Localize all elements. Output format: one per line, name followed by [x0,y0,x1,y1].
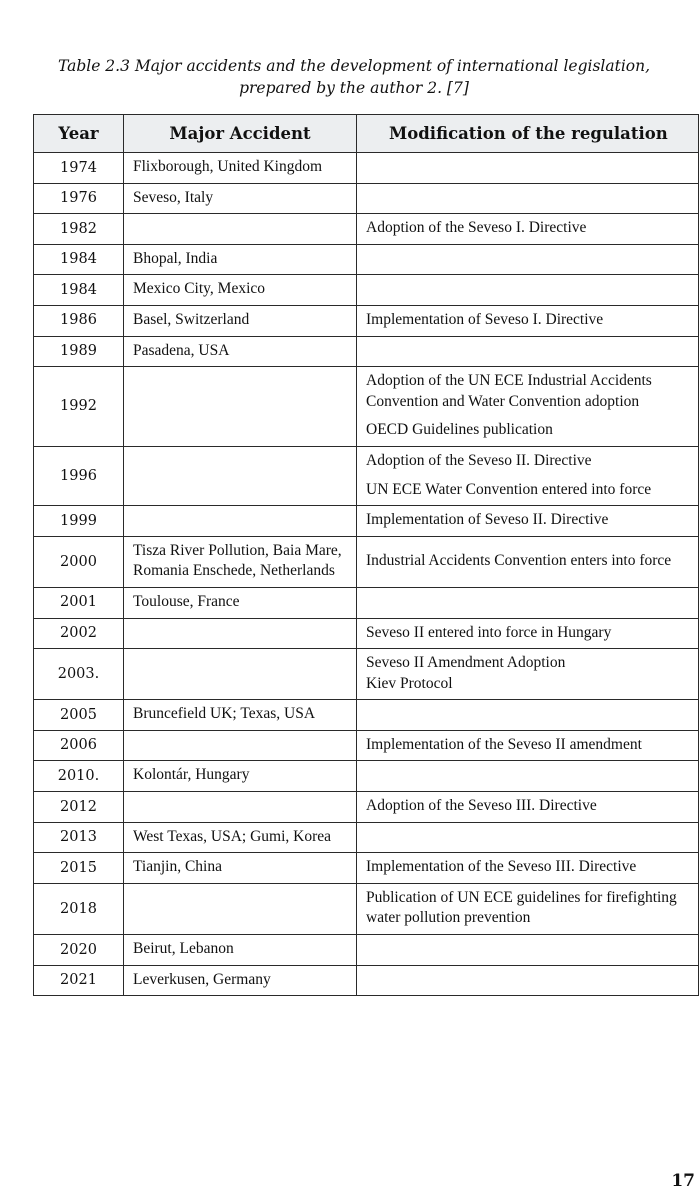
modification-cell [357,506,699,537]
modification-line: Seveso II Amendment Adoption [366,654,566,672]
table-row [34,649,699,700]
year-cell: 2002 [34,618,124,649]
accident-cell [124,730,357,761]
modification-cell [357,730,699,761]
table-row [34,336,699,367]
modification-cell [357,446,699,505]
accident-cell [124,214,357,245]
modification-line: UN ECE Water Convention entered into force [366,480,652,498]
table-body [34,153,699,996]
accident-cell: Tisza River Pollution, Baia Mare, Romania Enschede, Netherlands [124,536,357,587]
modification-cell [357,275,699,306]
year-cell: 1992 [34,367,124,447]
modification-cell [357,367,699,447]
accident-cell [124,367,357,447]
year-cell: 1974 [34,153,124,184]
accident-cell [124,649,357,700]
modification-cell [357,883,699,934]
table-row [34,935,699,966]
caption-line-1: Table 2.3 Major accidents and the development of international legislation, [57,57,651,75]
year-cell: 1984 [34,244,124,275]
modification-cell [357,618,699,649]
modification-cell [357,792,699,823]
year-cell: 2021 [34,965,124,996]
year-cell: 2005 [34,700,124,731]
accident-cell: Flixborough, United Kingdom [124,153,357,184]
modification-cell [357,305,699,336]
modification-cell [357,244,699,275]
accident-cell [124,618,357,649]
modification-line: Adoption of the UN ECE Industrial Accidents Convention and Water Convention adoption [366,372,652,410]
year-cell: 2018 [34,883,124,934]
year-cell: 1986 [34,305,124,336]
page-number: 17 [671,1171,695,1191]
modification-line: Industrial Accidents Convention enters into force [366,552,672,570]
modification-cell [357,700,699,731]
accident-cell [124,883,357,934]
modification-cell [357,336,699,367]
accident-cell: Mexico City, Mexico [124,275,357,306]
table-row [34,730,699,761]
modification-line: Adoption of the Seveso I. Directive [366,219,587,237]
year-cell: 1999 [34,506,124,537]
accident-cell: Beirut, Lebanon [124,935,357,966]
modification-line: Kiev Protocol [366,674,453,692]
modification-line: OECD Guidelines publication [366,421,553,439]
table-row [34,965,699,996]
modification-cell [357,649,699,700]
year-cell: 1996 [34,446,124,505]
table-row [34,244,699,275]
modification-cell [357,536,699,587]
year-cell: 1982 [34,214,124,245]
table-row [34,506,699,537]
table-row [34,214,699,245]
modification-line: Implementation of Seveso II. Directive [366,511,609,529]
table-row [34,853,699,884]
accident-cell: Bruncefield UK; Texas, USA [124,700,357,731]
year-cell: 2013 [34,822,124,853]
table-row [34,153,699,184]
modification-cell [357,153,699,184]
accident-cell: Bhopal, India [124,244,357,275]
table-row [34,367,699,447]
table-header-row [34,115,699,153]
table-row [34,587,699,618]
accident-cell: Pasadena, USA [124,336,357,367]
accident-cell [124,792,357,823]
modification-cell [357,183,699,214]
modification-cell [357,935,699,966]
table-caption [40,55,668,99]
accident-cell: Tianjin, China [124,853,357,884]
year-cell: 2001 [34,587,124,618]
table-row [34,822,699,853]
year-cell: 2020 [34,935,124,966]
header-major-accident: Major Accident [124,115,357,153]
accident-cell: West Texas, USA; Gumi, Korea [124,822,357,853]
table-row [34,883,699,934]
modification-line: Implementation of the Seveso III. Directive [366,858,637,876]
modification-line: Publication of UN ECE guidelines for firefighting water pollution prevention [366,888,677,927]
accidents-legislation-table [33,114,699,996]
modification-line: Adoption of the Seveso II. Directive [366,451,592,469]
header-year: Year [34,115,124,153]
year-cell: 2006 [34,730,124,761]
modification-line: Implementation of Seveso I. Directive [366,310,604,328]
year-cell: 2015 [34,853,124,884]
year-cell: 2000 [34,536,124,587]
modification-cell [357,214,699,245]
accident-cell [124,446,357,505]
year-cell: 1984 [34,275,124,306]
table-row [34,275,699,306]
accident-cell: Basel, Switzerland [124,305,357,336]
table-row [34,618,699,649]
table-row [34,761,699,792]
table-row [34,536,699,587]
year-cell: 2012 [34,792,124,823]
modification-line: Implementation of the Seveso II amendment [366,735,642,753]
header-modification: Modification of the regulation [357,115,699,153]
modification-cell [357,965,699,996]
modification-cell [357,822,699,853]
table-row [34,700,699,731]
modification-cell [357,853,699,884]
accident-cell: Leverkusen, Germany [124,965,357,996]
accident-cell: Kolontár, Hungary [124,761,357,792]
caption-line-2: prepared by the author 2. [7] [239,79,469,97]
modification-line: Adoption of the Seveso III. Directive [366,797,597,815]
year-cell: 2010. [34,761,124,792]
accident-cell: Seveso, Italy [124,183,357,214]
accident-cell: Toulouse, France [124,587,357,618]
accident-cell [124,506,357,537]
modification-line: Seveso II entered into force in Hungary [366,623,612,641]
year-cell: 1989 [34,336,124,367]
table-row [34,305,699,336]
year-cell: 1976 [34,183,124,214]
table-row [34,792,699,823]
modification-cell [357,761,699,792]
table-row [34,183,699,214]
year-cell: 2003. [34,649,124,700]
table-row [34,446,699,505]
modification-cell [357,587,699,618]
